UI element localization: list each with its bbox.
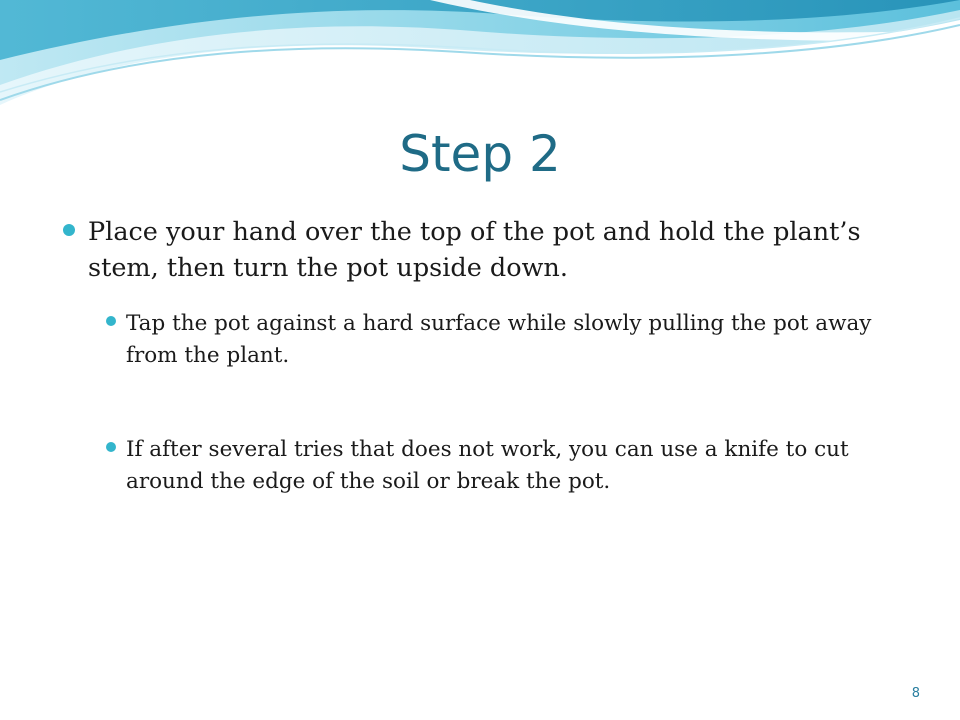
bullet-dot-icon [63, 224, 75, 236]
sub-bullet-dot-icon [106, 442, 116, 452]
sub-bullet-text: Tap the pot against a hard surface while slowly pulling the pot away from the plant. [126, 311, 872, 368]
sub-bullet-dot-icon [106, 316, 116, 326]
sub-bullet-text: If after several tries that does not work, you can use a knife to cut around the edge of the soil or break the pot. [126, 437, 849, 494]
header-wave-decoration [0, 0, 960, 120]
page-number: 8 [911, 686, 920, 701]
slide-title: Step 2 [399, 125, 561, 183]
bullet-text: Place your hand over the top of the pot and hold the plant’s stem, then turn the pot upside down. [88, 217, 861, 283]
